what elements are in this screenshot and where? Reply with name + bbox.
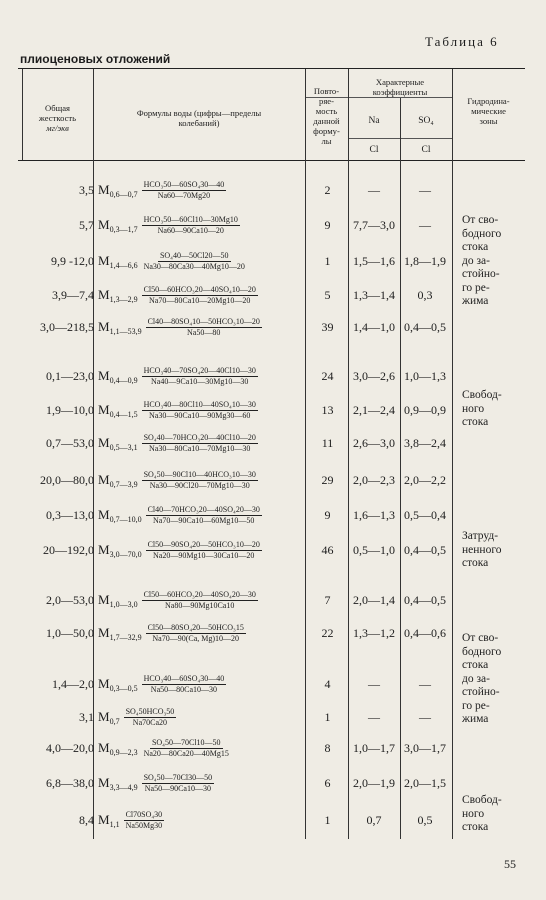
col-rule-5 <box>400 98 401 839</box>
formula-fraction <box>142 215 240 236</box>
formula-m: $M_{0,3—1,7}$ <box>98 216 138 234</box>
formula-anions: SO₄50—70Cl30—50 <box>143 772 213 782</box>
water-formula <box>98 537 262 563</box>
water-formula <box>98 467 258 493</box>
water-formula <box>98 807 164 833</box>
header-zone: Гидродина- мические зоны <box>467 96 510 126</box>
formula-m-subscript: 0,4—0,9 <box>109 375 138 385</box>
formula-fraction <box>142 366 258 387</box>
water-formula <box>98 671 226 697</box>
water-formula <box>98 314 262 340</box>
water-formula <box>98 430 258 456</box>
cell-na-cl: — <box>368 710 380 724</box>
formula-anions: HCO₃40—80Cl10—40SO₄10—30 <box>143 399 256 409</box>
cell-na-cl: 1,3—1,4 <box>353 288 395 302</box>
header-cl-2: Cl <box>421 145 431 155</box>
formula-fraction <box>142 590 258 611</box>
formula-anions: SO₄40—50Cl20—50 <box>159 250 229 260</box>
formula-anions: SO₄40—70HCO₃20—40Cl10—20 <box>143 432 256 442</box>
header-cl-1: Cl <box>369 145 379 155</box>
formula-m-subscript: 0,7—3,9 <box>109 479 138 489</box>
cell-repeat: 5 <box>324 288 331 302</box>
formula-anions: Cl50—60HCO₃20—40SO₄20—30 <box>143 589 256 599</box>
water-formula <box>98 212 240 238</box>
page-number: 55 <box>504 857 516 871</box>
formula-m-subscript: 1,4—6,6 <box>109 260 138 270</box>
header-bottom-rule <box>18 160 525 161</box>
cell-so4-cl: 0,4—0,6 <box>404 626 446 640</box>
cell-na-cl: 3,0—2,6 <box>353 369 395 383</box>
formula-cations: Na20—90Mg10—30Ca10—20 <box>153 550 255 560</box>
cell-na-cl: 1,6—1,3 <box>353 508 395 522</box>
cell-repeat: 8 <box>324 741 331 755</box>
formula-cations: Na80—90Mg10Ca10 <box>165 600 235 610</box>
formula-m-subscript: 1,7—32,9 <box>109 632 142 642</box>
formula-m: $M_{0,6—0,7}$ <box>98 181 138 199</box>
cell-so4-cl: 0,4—0,5 <box>404 320 446 334</box>
formula-m: $M_{1,1}$ <box>98 811 120 829</box>
water-formula <box>98 502 262 528</box>
zone-label: От сво- бодного стока до за- стойно- го ре- жима <box>462 214 502 307</box>
formula-anions: SO₄50HCO₃50 <box>125 706 175 716</box>
cell-hardness: 0,1—23,0 <box>46 369 94 383</box>
cell-hardness: 5,7 <box>79 218 94 232</box>
formula-m-subscript: 3,0—70,0 <box>109 549 142 559</box>
cell-hardness: 3,1 <box>79 710 94 724</box>
cell-hardness: 1,9—10,0 <box>46 403 94 417</box>
formula-m: $M_{0,9—2,3}$ <box>98 739 138 757</box>
formula-anions: HCO₃40—70SO₄20—40Cl10—30 <box>143 365 256 375</box>
formula-anions: Cl40—80SO₄10—50HCO₃10—20 <box>147 316 260 326</box>
cell-hardness: 3,5 <box>79 183 94 197</box>
header-top-rule <box>18 68 525 69</box>
header-repeat: Повто- ряе- мость данной форму- лы <box>313 86 340 146</box>
zone-label: Затруд- ненного стока <box>462 530 502 569</box>
cell-na-cl: 1,4—1,0 <box>353 320 395 334</box>
col-rule-6 <box>452 69 453 839</box>
formula-m-subscript: 0,7—10,0 <box>109 514 142 524</box>
formula-anions: SO₄50—90Cl10—40HCO₃10—30 <box>143 469 256 479</box>
cell-repeat: 9 <box>324 218 331 232</box>
formula-anions: HCO₃50—60Cl10—30Mg10 <box>143 214 238 224</box>
cell-hardness: 1,4—2,0 <box>52 677 94 691</box>
header-hardness: Общая жесткость мг/экв <box>38 103 77 133</box>
water-formula <box>98 704 176 730</box>
cell-hardness: 9,9 -12,0 <box>51 254 94 268</box>
cell-so4-cl: — <box>419 710 431 724</box>
formula-fraction <box>142 738 231 759</box>
header-formula: Формулы воды (цифры—пределы колебаний) <box>136 108 262 128</box>
formula-fraction <box>146 623 246 644</box>
formula-m: $M_{1,3—2,9}$ <box>98 286 138 304</box>
formula-cations: Na70—90(Ca, Mg)10—20 <box>152 633 240 643</box>
formula-fraction <box>146 505 262 526</box>
cell-so4-cl: 2,0—2,2 <box>404 473 446 487</box>
cell-repeat: 2 <box>324 183 331 197</box>
water-formula <box>98 248 247 274</box>
cell-na-cl: 1,3—1,2 <box>353 626 395 640</box>
formula-cations: Na30—90Cl20—70Mg10—30 <box>149 480 250 490</box>
cell-repeat: 13 <box>321 403 334 417</box>
table-title: плиоценовых отложений <box>20 52 171 66</box>
cell-so4-cl: 1,0—1,3 <box>404 369 446 383</box>
cell-na-cl: 2,1—2,4 <box>353 403 395 417</box>
cell-repeat: 1 <box>324 813 331 827</box>
cell-so4-cl: — <box>419 677 431 691</box>
cell-hardness: 20—192,0 <box>43 543 94 557</box>
cell-so4-cl: 0,3 <box>417 288 433 302</box>
cell-repeat: 24 <box>321 369 334 383</box>
water-formula <box>98 397 258 423</box>
formula-m: $M_{3,0—70,0}$ <box>98 541 142 559</box>
cell-repeat: 22 <box>321 626 334 640</box>
cell-hardness: 1,0—50,0 <box>46 626 94 640</box>
cell-so4-cl: — <box>419 218 431 232</box>
formula-fraction <box>142 285 258 306</box>
cell-na-cl: 0,7 <box>366 813 382 827</box>
formula-fraction <box>124 810 165 831</box>
formula-anions: SO₄50—70Cl10—50 <box>151 737 221 747</box>
cell-so4-cl: 0,5—0,4 <box>404 508 446 522</box>
cell-repeat: 39 <box>321 320 334 334</box>
cell-repeat: 6 <box>324 776 331 790</box>
cell-hardness: 0,7—53,0 <box>46 436 94 450</box>
water-formula <box>98 735 231 761</box>
formula-m-subscript: 1,1—53,9 <box>109 326 142 336</box>
zone-label: Свобод- ного стока <box>462 794 502 833</box>
formula-cations: Na60—90Ca10—20 <box>157 225 224 235</box>
formula-fraction <box>142 400 258 421</box>
formula-m: $M_{0,7}$ <box>98 708 120 726</box>
header-so4: SO₄ <box>418 116 434 126</box>
formula-fraction <box>146 317 262 338</box>
cell-hardness: 6,8—38,0 <box>46 776 94 790</box>
cell-so4-cl: 0,5 <box>417 813 433 827</box>
formula-m-subscript: 0,3—1,7 <box>109 224 138 234</box>
cell-so4-cl: 3,8—2,4 <box>404 436 446 450</box>
cell-na-cl: 2,0—1,9 <box>353 776 395 790</box>
formula-cations: Na70—80Ca10—20Mg10—20 <box>149 295 251 305</box>
formula-anions: Cl50—60HCO₃20—40SO₄10—20 <box>143 284 256 294</box>
water-formula <box>98 770 214 796</box>
formula-cations: Na50—90Ca10—30 <box>144 783 211 793</box>
formula-m: $M_{0,7—10,0}$ <box>98 506 142 524</box>
formula-fraction <box>142 773 215 794</box>
formula-cations: Na70—90Ca10—60Mg10—50 <box>153 515 255 525</box>
formula-fraction <box>142 251 247 272</box>
table-label: Таблица 6 <box>425 34 499 49</box>
water-formula <box>98 587 258 613</box>
formula-m: $M_{1,7—32,9}$ <box>98 624 142 642</box>
cell-repeat: 1 <box>324 254 331 268</box>
formula-anions: Cl50—80SO₄20—50HCO₃15 <box>147 622 244 632</box>
formula-cations: Na30—80Ca30—40Mg10—20 <box>143 261 245 271</box>
formula-m-subscript: 0,9—2,3 <box>109 747 138 757</box>
formula-cations: Na20—80Ca20—40Mg15 <box>143 748 229 758</box>
formula-anions: Cl40—70HCO₃20—40SO₄20—30 <box>147 504 260 514</box>
cell-so4-cl: 0,4—0,5 <box>404 593 446 607</box>
cell-hardness: 0,3—13,0 <box>46 508 94 522</box>
formula-m: $M_{0,3—0,5}$ <box>98 675 138 693</box>
cell-hardness: 3,9—7,4 <box>52 288 94 302</box>
cell-na-cl: 2,0—2,3 <box>353 473 395 487</box>
cell-repeat: 1 <box>324 710 331 724</box>
formula-cations: Na30—90Ca10—90Mg30—60 <box>149 410 251 420</box>
water-formula <box>98 282 258 308</box>
formula-m-subscript: 0,5—3,1 <box>109 442 138 452</box>
cell-na-cl: 2,6—3,0 <box>353 436 395 450</box>
cell-na-cl: 1,5—1,6 <box>353 254 395 268</box>
zone-label: От сво- бодного стока до за- стойно- го ре- жима <box>462 632 502 725</box>
formula-fraction <box>142 470 258 491</box>
formula-cations: Na70Ca20 <box>132 717 168 727</box>
cell-so4-cl: 2,0—1,5 <box>404 776 446 790</box>
formula-m-subscript: 1,1 <box>109 819 120 829</box>
formula-m: $M_{0,7—3,9}$ <box>98 471 138 489</box>
cell-so4-cl: 0,9—0,9 <box>404 403 446 417</box>
formula-fraction <box>142 433 258 454</box>
cell-repeat: 29 <box>321 473 334 487</box>
cell-so4-cl: 3,0—1,7 <box>404 741 446 755</box>
formula-cations: Na50Mg30 <box>125 820 163 830</box>
formula-fraction <box>142 180 227 201</box>
cell-na-cl: 1,0—1,7 <box>353 741 395 755</box>
formula-m-subscript: 3,3—4,9 <box>109 782 138 792</box>
formula-m-subscript: 0,7 <box>109 716 120 726</box>
header-coefficients: Характерные коэффициенты <box>372 77 428 97</box>
formula-m: $M_{3,3—4,9}$ <box>98 774 138 792</box>
formula-m-subscript: 1,0—3,0 <box>109 599 138 609</box>
formula-m: $M_{0,4—1,5}$ <box>98 401 138 419</box>
formula-anions: HCO₃50—60SO₄30—40 <box>143 179 225 189</box>
formula-fraction <box>146 540 262 561</box>
formula-cations: Na50—80Ca10—30 <box>150 684 218 694</box>
cell-hardness: 20,0—80,0 <box>40 473 94 487</box>
formula-fraction <box>124 707 177 728</box>
formula-m: $M_{1,0—3,0}$ <box>98 591 138 609</box>
cell-hardness: 8,4 <box>79 813 94 827</box>
water-formula <box>98 177 226 203</box>
formula-m: $M_{0,4—0,9}$ <box>98 367 138 385</box>
header-na: Na <box>368 116 380 126</box>
cell-repeat: 46 <box>321 543 334 557</box>
formula-anions: HCO₃40—60SO₄30—40 <box>143 673 225 683</box>
cell-na-cl: 2,0—1,4 <box>353 593 395 607</box>
formula-cations: Na40—9Ca10—30Mg10—30 <box>151 376 249 386</box>
cell-hardness: 2,0—53,0 <box>46 593 94 607</box>
cell-so4-cl: — <box>419 183 431 197</box>
formula-m-subscript: 1,3—2,9 <box>109 294 138 304</box>
formula-m: $M_{1,4—6,6}$ <box>98 252 138 270</box>
formula-m: $M_{0,5—3,1}$ <box>98 434 138 452</box>
cell-repeat: 11 <box>321 436 334 450</box>
formula-m-subscript: 0,4—1,5 <box>109 409 138 419</box>
cell-hardness: 3,0—218,5 <box>40 320 94 334</box>
formula-cations: Na30—80Ca10—70Mg10—30 <box>149 443 251 453</box>
cell-hardness: 4,0—20,0 <box>46 741 94 755</box>
cell-na-cl: — <box>368 183 380 197</box>
formula-m-subscript: 0,3—0,5 <box>109 683 138 693</box>
cell-repeat: 4 <box>324 677 331 691</box>
cell-na-cl: 7,7—3,0 <box>353 218 395 232</box>
cell-na-cl: — <box>368 677 380 691</box>
formula-m-subscript: 0,6—0,7 <box>109 189 138 199</box>
formula-cations: Na60—70Mg20 <box>157 190 211 200</box>
formula-anions: Cl70SO₄30 <box>125 809 163 819</box>
cell-so4-cl: 1,8—1,9 <box>404 254 446 268</box>
water-formula <box>98 363 258 389</box>
cell-na-cl: 0,5—1,0 <box>353 543 395 557</box>
cell-so4-cl: 0,4—0,5 <box>404 543 446 557</box>
formula-m: $M_{1,1—53,9}$ <box>98 318 142 336</box>
formula-cations: Na50—80 <box>187 327 221 337</box>
water-formula <box>98 620 246 646</box>
zone-label: Свобод- ного стока <box>462 389 502 428</box>
formula-fraction <box>142 674 227 695</box>
cell-repeat: 7 <box>324 593 331 607</box>
cell-repeat: 9 <box>324 508 331 522</box>
formula-anions: Cl50—90SO₄20—50HCO₃10—20 <box>147 539 260 549</box>
